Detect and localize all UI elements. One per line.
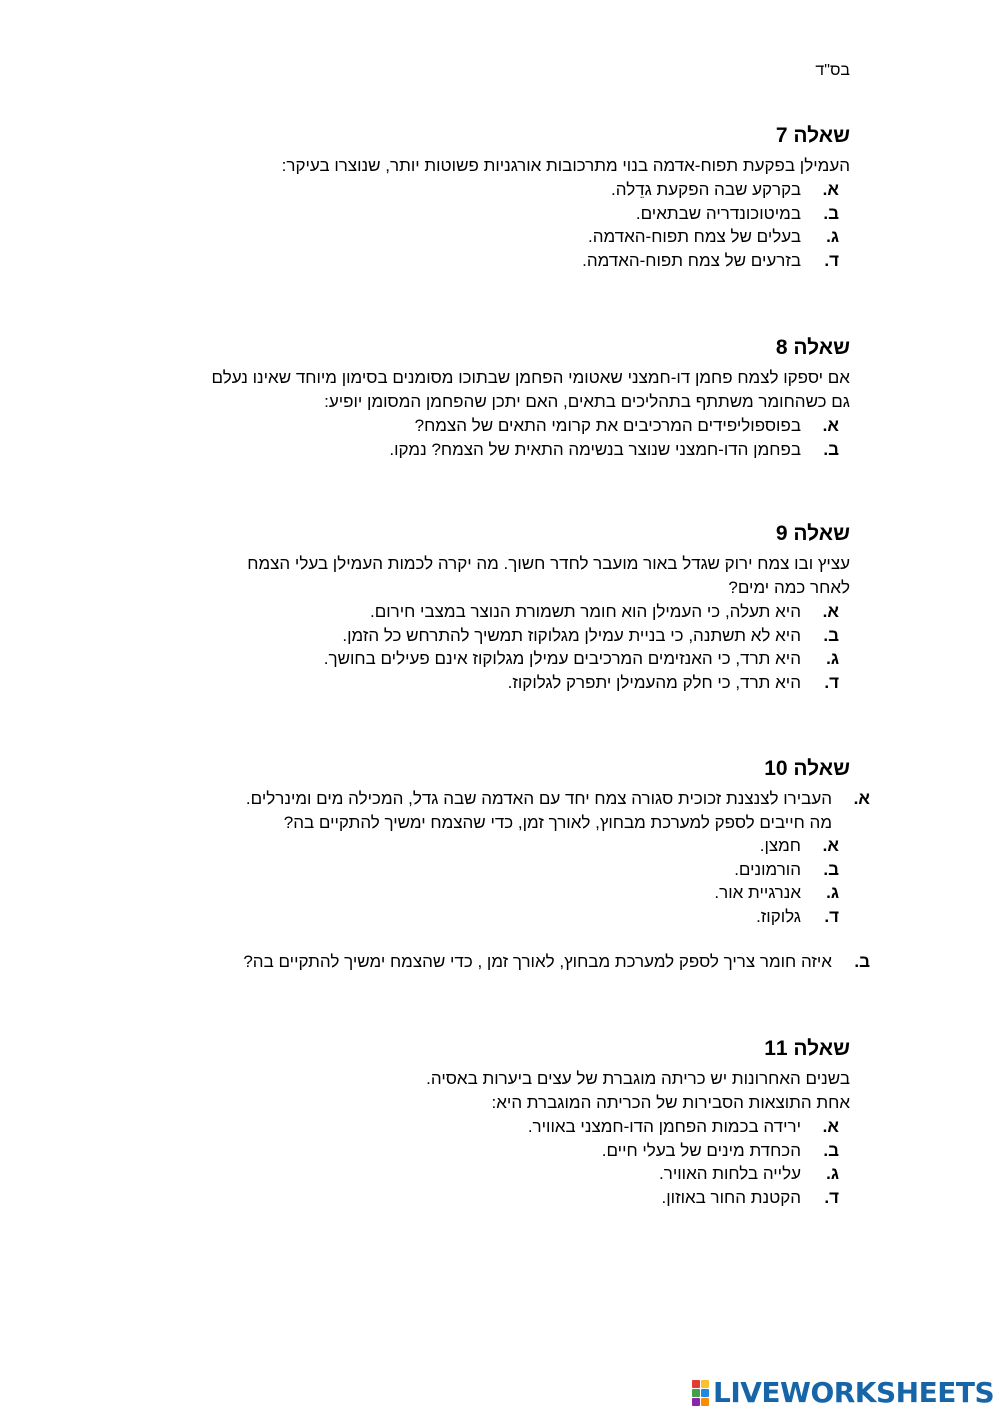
option-letter: ג. [826, 1164, 839, 1183]
option-letter: ג. [826, 649, 839, 668]
option-letter: ד. [824, 672, 839, 692]
option-a[interactable] [282, 178, 850, 202]
sub-text-line-2: מה חייבים לספק למערכת מבחוץ, לאורך זמן, כדי שהצמח ימשיך להתקיים בה? [283, 812, 832, 832]
option-text: בקרקע שבה הפקעת גדֵלה. [611, 180, 801, 199]
logo-mark-icon [692, 1380, 709, 1406]
option-d[interactable] [243, 905, 850, 929]
question-9 [247, 522, 850, 694]
question-text-line-2: לאחר כמה ימים? [728, 578, 850, 597]
option-letter: ב. [823, 203, 839, 223]
option-text: חמצן. [759, 836, 801, 855]
question-title: שאלה 11 [764, 1037, 850, 1060]
question-10 [243, 757, 870, 974]
option-letter: ג. [826, 883, 839, 902]
option-letter: ג. [826, 227, 839, 246]
option-b[interactable] [212, 438, 850, 462]
logo-square [701, 1389, 709, 1397]
option-letter: ב. [823, 625, 839, 645]
option-text: אנרגיית אור. [714, 883, 801, 902]
option-text: בפחמן הדו-חמצני שנוצר בנשימה התאית של הצמח? נמקו. [389, 439, 801, 459]
option-c[interactable] [247, 647, 850, 671]
option-d[interactable] [426, 1186, 850, 1210]
question-text-line-1: בשנים האחרונות יש כריתה מוגברת של עצים ביערות באסיה. [426, 1069, 850, 1088]
option-letter: ב. [823, 439, 839, 459]
option-d[interactable] [247, 671, 850, 695]
question-text-line-2: אחת התוצאות הסבירות של הכריתה המוגברת היא: [491, 1093, 850, 1112]
option-a[interactable] [247, 600, 850, 624]
question-text-line-1: אם יספקו לצמח פחמן דו-חמצני שאטומי הפחמן שבתוכו מסומנים בסימון מיוחד שאינו נעלם [211, 368, 850, 387]
question-title: שאלה 7 [775, 124, 850, 147]
option-text: היא תרד, כי האנזימים המרכיבים עמילן מגלוקוז אינם פעילים בחושך. [323, 649, 801, 668]
question-8 [212, 336, 850, 461]
option-text: בפוספוליפידים המרכיבים את קרומי התאים של הצמח? [414, 416, 801, 435]
option-text: בזרעים של צמח תפוח-האדמה. [582, 250, 801, 270]
option-text: הורמונים. [734, 859, 801, 879]
question-7 [282, 124, 850, 272]
option-letter: ד. [824, 1187, 839, 1207]
option-b[interactable] [243, 858, 850, 882]
option-letter: א. [822, 180, 839, 199]
logo-square [701, 1398, 709, 1406]
liveworksheets-logo [692, 1376, 994, 1409]
option-text: היא תעלה, כי העמילן הוא חומר תשמורת הנוצר במצבי חירום. [369, 602, 801, 621]
question-text-line-2: גם כשהחומר משתתף בתהליכים בתאים, האם יתכן שהפחמן המסומן יופיע: [324, 392, 850, 411]
option-d[interactable] [282, 249, 850, 273]
header-bsd: בס"ד [815, 62, 850, 79]
sub-text-line-1: העבירו לצנצנת זכוכית סגורה צמח יחד עם האדמה שבה גדל, המכילה מים ומינרלים. [245, 789, 832, 808]
logo-square [692, 1398, 700, 1406]
option-letter: ב. [823, 859, 839, 879]
option-text: הקטנת החור באוזון. [661, 1187, 801, 1207]
question-title: שאלה 10 [764, 757, 850, 780]
option-text: עלייה בלחות האוויר. [659, 1164, 801, 1183]
option-b[interactable] [247, 624, 850, 648]
option-text: בעלים של צמח תפוח-האדמה. [588, 227, 801, 246]
option-text: ירידה בכמות הפחמן הדו-חמצני באוויר. [527, 1117, 801, 1136]
logo-text: LIVEWORKSHEETS [713, 1376, 995, 1409]
option-text: הכחדת מינים של בעלי חיים. [601, 1140, 801, 1160]
option-text: היא לא תשתנה, כי בניית עמילן מגלוקוז תמשיך להתרחש כל הזמן. [342, 625, 801, 645]
option-text: במיטוכונדריה שבתאים. [635, 203, 801, 223]
option-letter: ד. [824, 906, 839, 926]
option-letter: א. [822, 602, 839, 621]
question-text: העמילן בפקעת תפוח-אדמה בנוי מתרכובות אורגניות פשוטות יותר, שנוצרו בעיקר: [281, 156, 850, 175]
option-text: היא תרד, כי חלק מהעמילן יתפרק לגלוקוז. [507, 672, 801, 692]
sub-letter: ב. [854, 952, 870, 971]
option-b[interactable] [426, 1139, 850, 1163]
question-11 [426, 1037, 850, 1209]
option-text: גלוקוז. [756, 906, 801, 926]
option-letter: א. [822, 416, 839, 435]
option-a[interactable] [426, 1115, 850, 1139]
option-c[interactable] [426, 1162, 850, 1186]
option-letter: א. [822, 836, 839, 855]
sub-question-a [243, 787, 870, 834]
logo-square [701, 1380, 709, 1388]
option-letter: א. [822, 1117, 839, 1136]
option-c[interactable] [282, 225, 850, 249]
logo-square [692, 1380, 700, 1388]
sub-text: איזה חומר צריך לספק למערכת מבחוץ, לאורך זמן , כדי שהצמח ימשיך להתקיים בה? [243, 952, 832, 971]
sub-letter: א. [853, 789, 870, 808]
option-a[interactable] [212, 414, 850, 438]
option-letter: ב. [823, 1140, 839, 1160]
sub-question-b [243, 950, 870, 974]
question-title: שאלה 9 [775, 522, 850, 545]
question-text-line-1: עציץ ובו צמח ירוק שגדל באור מועבר לחדר חשוך. מה יקרה לכמות העמילן בעלי הצמח [247, 554, 850, 573]
option-b[interactable] [282, 202, 850, 226]
option-a[interactable] [243, 834, 850, 858]
option-c[interactable] [243, 881, 850, 905]
question-title: שאלה 8 [775, 336, 850, 359]
option-letter: ד. [824, 250, 839, 270]
logo-square [692, 1389, 700, 1397]
